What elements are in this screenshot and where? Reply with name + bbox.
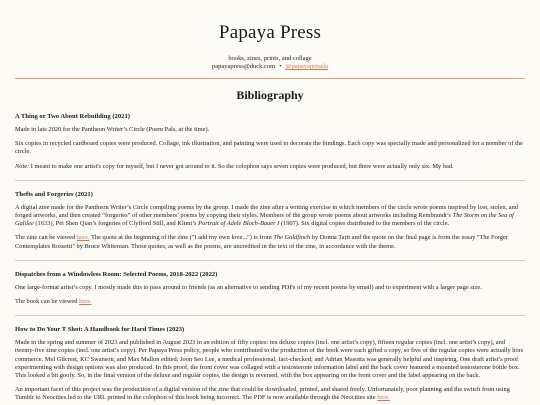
entry-paragraph: Made in late 2020 for the Pantheon Writer’s Circle (Poem Pals, at the time).: [15, 126, 210, 133]
note-text: I meant to make one artist's copy for myself, but I never got around to it. So the colophon says seven copies were produced, but there were actually only six. My bad.: [29, 162, 454, 170]
entry-paragraph: [15, 386, 525, 402]
book-title: The Goldfinch: [273, 234, 311, 242]
entry-note: [15, 163, 525, 171]
note-label: Note:: [15, 162, 30, 170]
entry-title: Thefts and Forgeries (2021): [15, 190, 93, 198]
contact-line: [15, 63, 525, 71]
text-run: by Donna Tartt and the quote on the final page is from the essay "The Forger Contemplates Rossetti" by Bruce Whiteman. Those quotes, as well as the poems, are uncredited in the text of the zine, in accordance with the theme.: [15, 234, 508, 250]
entry-paragraph: One large-format artist’s copy. I mostly made this to pass around to friends (as an alternative to sending PDFs of my recent poems by email) and to experiment with a larger page size.: [15, 283, 482, 291]
site-header: [15, 0, 525, 79]
text-run: The quote at the beginning of the zine ("I add my own love...") is from: [89, 234, 274, 242]
entry-paragraph: [15, 234, 525, 250]
site-title: Papaya Press: [218, 22, 322, 43]
entry-title: Dispatches from a Windowless Room: Selected Poems, 2018-2022 (2022): [15, 270, 218, 278]
bibliography-entry: [15, 113, 525, 171]
text-run: A digital zine made for the Pantheon Writer’s Circle compiling poems by the group. I made the zine after a writing exercise in which members of the circle wrote poems inspired by lost, stolen, and forged artworks, and then created “forgeries” of other members’ poems by copying their styles. Members of the group wrote poems about artworks including Rembrandt’s: [15, 203, 518, 220]
bibliography-entry: [15, 271, 525, 306]
entry-title: How to Do Your T Shot: A Handbook for Hard Times (2023): [15, 326, 185, 334]
artwork-title: Portrait of Adele Bloch-Bauer I: [198, 220, 280, 228]
artwork-title: The Storm on the Sea of Galilee: [15, 212, 514, 228]
entry-divider: [15, 180, 525, 181]
text-run: The book can be viewed: [15, 298, 80, 306]
text-run: (1633), Pei Shen Qian’s forgeries of Clyfford Still, and Klimt’s: [33, 220, 199, 228]
social-handle-link[interactable]: @papayapressla: [285, 63, 328, 70]
entry-paragraph: [15, 298, 525, 306]
text-run: (1907). Six digital copies distributed to the members of the circle.: [279, 220, 450, 228]
site-tagline: books, zines, prints, and collage: [228, 55, 312, 62]
page-heading: Bibliography: [236, 88, 304, 102]
zine-view-link[interactable]: here.: [76, 234, 90, 242]
pdf-link[interactable]: here.: [377, 394, 390, 402]
main-content: [15, 79, 525, 403]
book-view-link[interactable]: here.: [79, 298, 92, 306]
entry-divider: [15, 260, 525, 261]
bullet-separator: •: [279, 63, 282, 70]
text-run: The zine can be viewed: [15, 234, 77, 242]
bibliography-entry: [15, 191, 525, 251]
entry-title: A Thing or Two About Rebuilding (2021): [15, 113, 130, 120]
entry-paragraph: [15, 204, 525, 229]
entry-paragraph: Six copies in recycled cardboard copies were produced. Collage, ink illustration, and painting were used to decorate the bindings. Each copy was specially made and personalized for a member of the circle.: [15, 140, 523, 156]
text-run: An important facet of this project was the production of a digital version of the zine that could be downloaded, printed, and shared freely. Unfortunately, poor planning and the switch from using Tumblr to Neocities led to the URL printed in the colophon of this book being incorrect. The PDF is now available through the Neocities site: [15, 386, 510, 402]
bibliography-entry: [15, 326, 525, 402]
entry-paragraph: Made in the spring and summer of 2023 and published in August 2023 in an edition of fifty copies: ten deluxe copies (incl. one artist’s copy), fifteen regular copies (incl. one artist’s copy), and twenty-five zine copies (incl. one artist’s copy). Per Papaya Press policy, people who contributed to the production of the book were each gifted a copy, so five of the regular copies were actually hors commerce. Mel Gilcrest, KC Swanson, and Max Mallon edited; Joon Seo Lee, a medical professional, fact-checked; and Adrian Masotta was generally helpful and inspiring. One draft artist’s proof experimenting with design options was also produced. In this proof, the front cover was collaged with a testosterone information label and the back cover featured a mounted testosterone bottle box. This looked a bit goofy. So, in the final version of the deluxe and regular copies, the design is reversed, with the box appearing on the front cover and the label appearing on the back.: [15, 339, 524, 380]
contact-email: papayapress@duck.com: [212, 63, 276, 70]
entry-divider: [15, 315, 525, 316]
